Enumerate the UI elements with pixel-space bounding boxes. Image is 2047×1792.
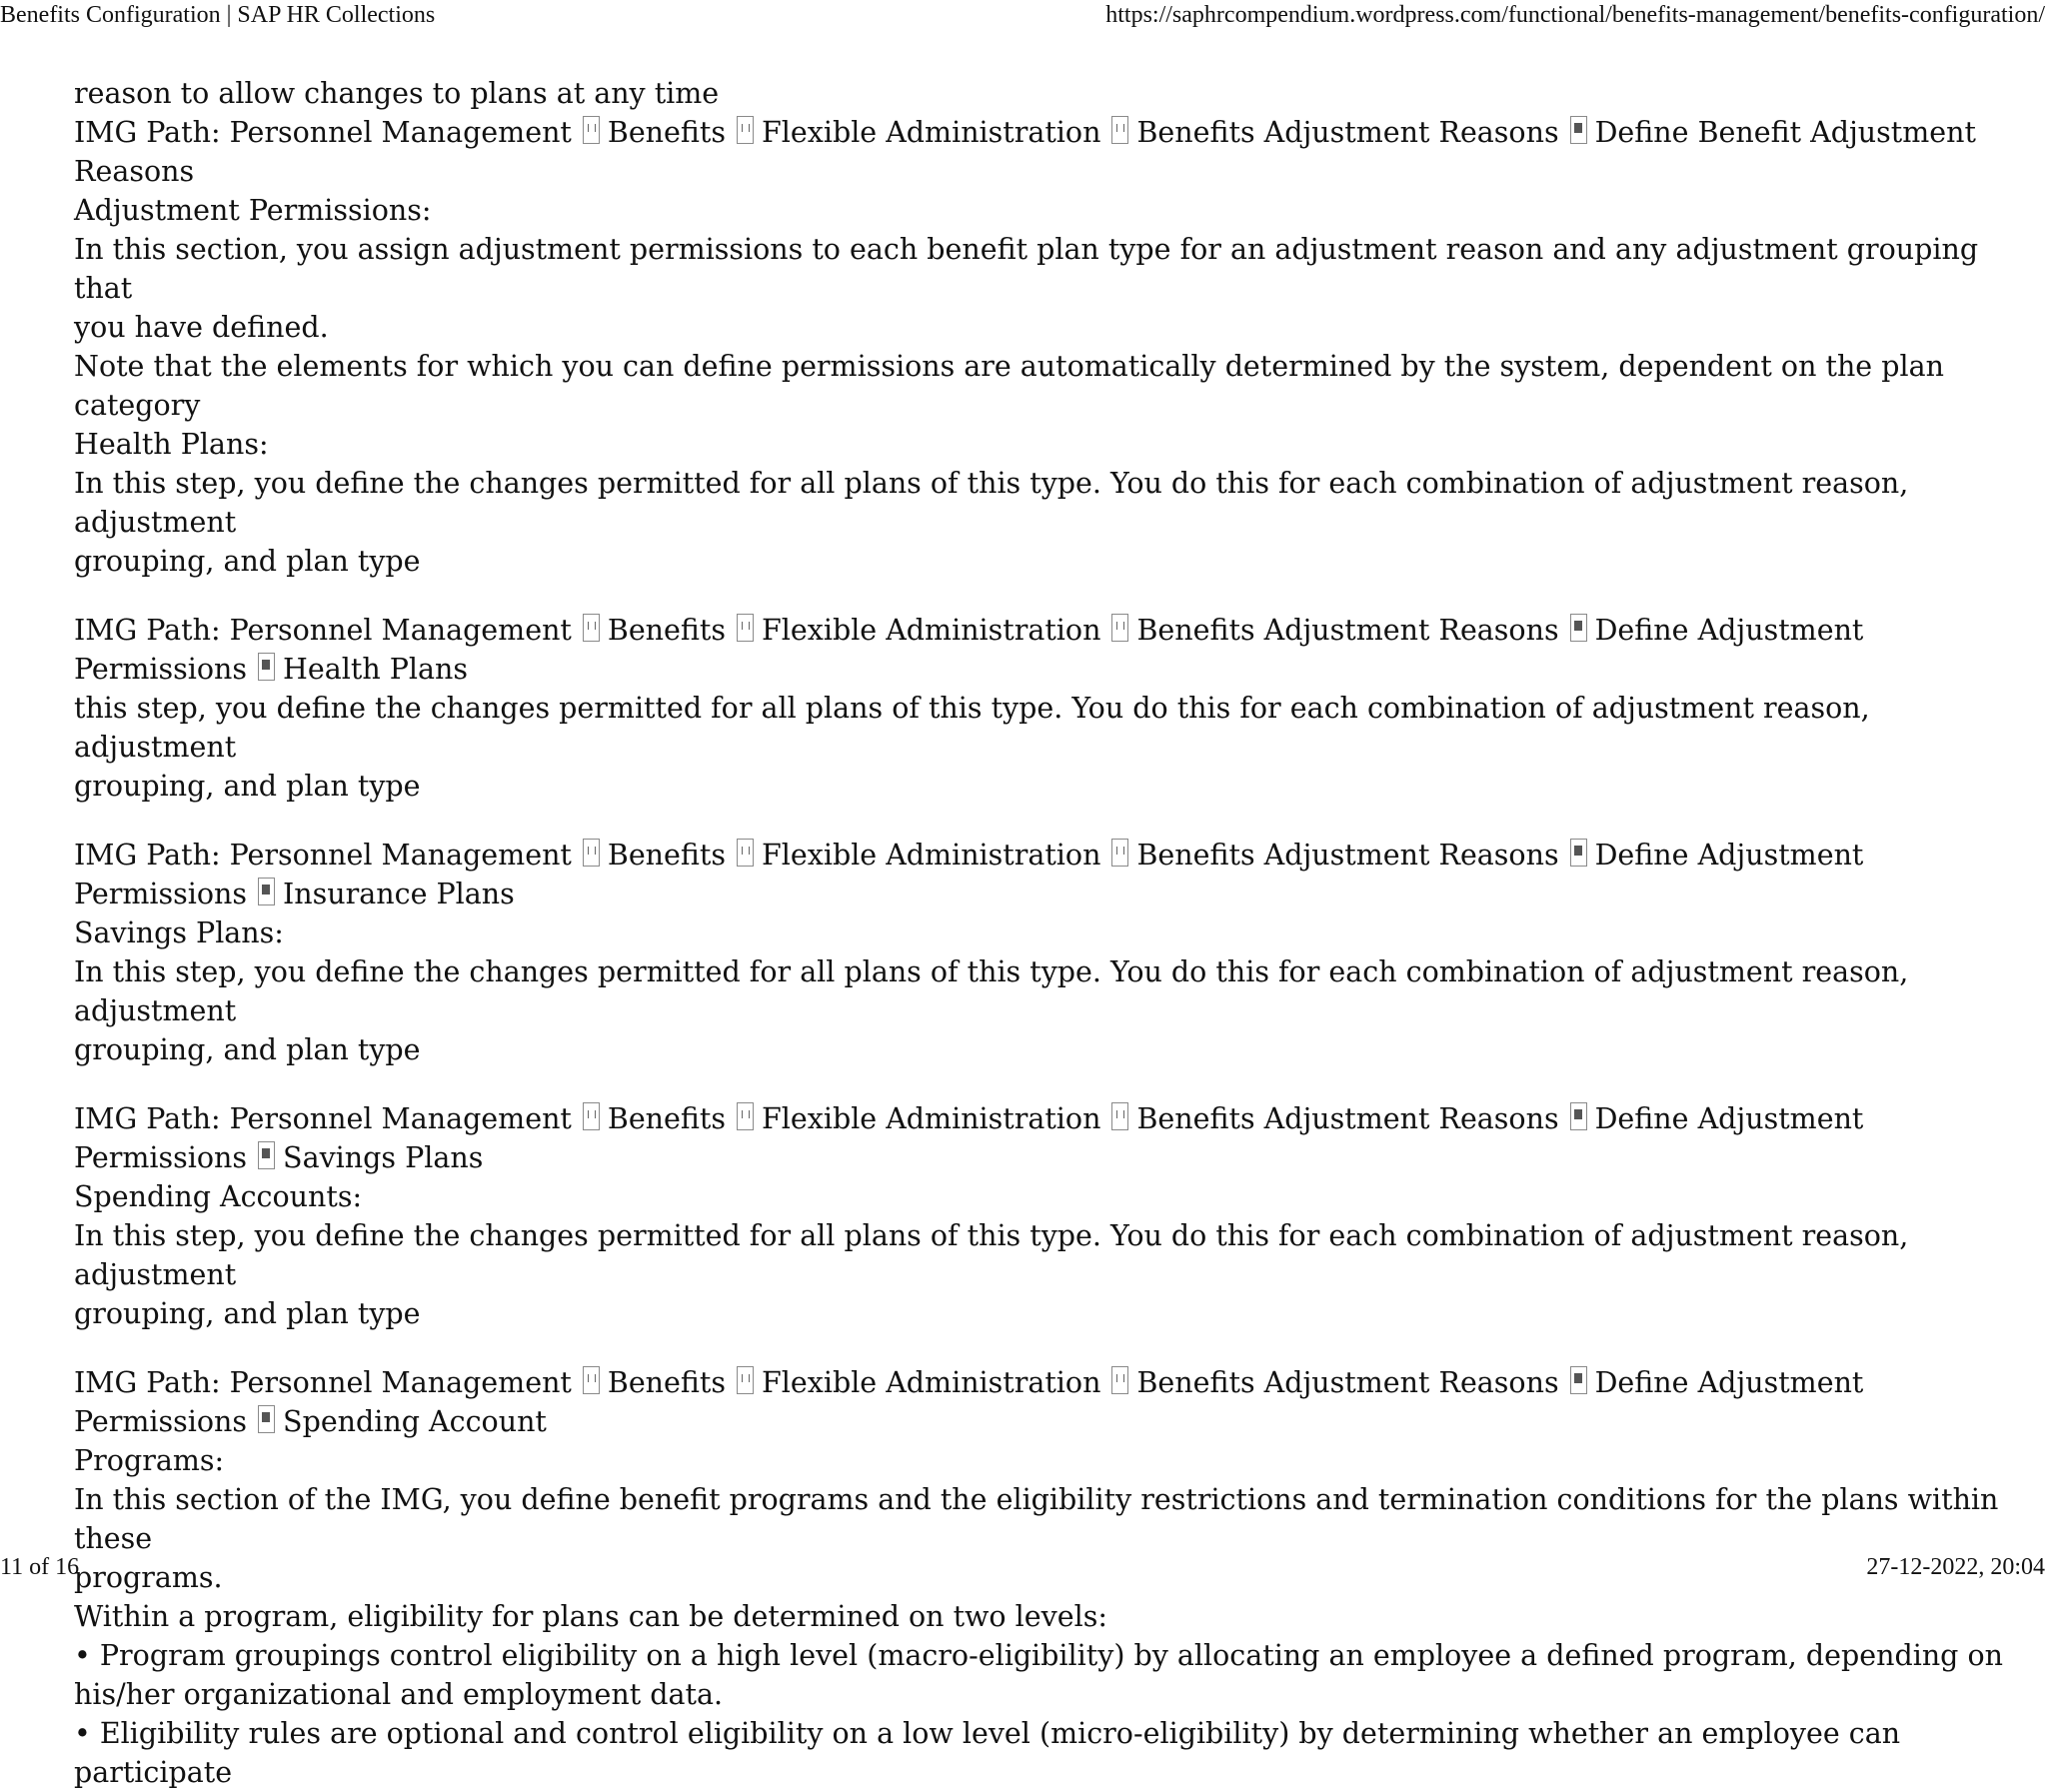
path-separator-icon [258,1405,275,1433]
path-separator-icon [1111,839,1128,867]
path-separator-icon [583,1366,600,1394]
img-path-insurance-plans: IMG Path: Personnel Management Benefits Flexible Administration Benefits Adjustment Reasons Define Adjustment Permissions Insurance Plans [74,839,1864,910]
img-path-spending-account: IMG Path: Personnel Management Benefits Flexible Administration Benefits Adjustment Reasons Define Adjustment Permissions Spending Account [74,1366,1864,1438]
path-separator-icon [1570,1366,1587,1394]
text-line: reason to allow changes to plans at any time [74,77,720,110]
path-separator-icon [583,614,600,642]
path-separator-icon [1570,1102,1587,1130]
paragraph: In this step, you define the changes permitted for all plans of this type. You do this for each combination of adjustment reason, adjustment grouping, and plan type [74,955,1909,1066]
path-separator-icon [1111,614,1128,642]
print-footer [0,1552,2047,1582]
path-separator-icon [1111,1366,1128,1394]
paragraph: In this step, you define the changes permitted for all plans of this type. You do this for each combination of adjustment reason, adjustment grouping, and plan type [74,467,1909,578]
section-heading: Health Plans: [74,428,269,461]
path-separator-icon [583,116,600,144]
page-number: 11 of 16 [0,1554,80,1580]
bullet-item: • Eligibility rules are optional and control eligibility on a low level (micro-eligibility) by determining whether an employee can participate [74,1717,1901,1789]
path-separator-icon [1111,116,1128,144]
paragraph: In this section of the IMG, you define benefit programs and the eligibility restrictions and termination conditions for the plans within these programs. [74,1483,1999,1594]
page-title: Benefits Configuration | SAP HR Collections [0,2,436,28]
path-separator-icon [1570,116,1587,144]
path-separator-icon [737,1366,754,1394]
path-separator-icon [1570,614,1587,642]
path-separator-icon [583,839,600,867]
path-separator-icon [583,1102,600,1130]
article-content [74,74,2023,1792]
path-separator-icon [1111,1102,1128,1130]
path-separator-icon [258,878,275,905]
paragraph: In this step, you define the changes permitted for all plans of this type. You do this for each combination of adjustment reason, adjustment grouping, and plan type [74,1219,1909,1330]
page-url: https://saphrcompendium.wordpress.com/functional/benefits-management/benefits-configuration/ [1105,2,2045,28]
path-separator-icon [737,614,754,642]
bullet-item: • Program groupings control eligibility on a high level (macro-eligibility) by allocating an employee a defined program, depending on his/her organizational and employment data. [74,1639,2003,1711]
text-line: Within a program, eligibility for plans can be determined on two levels: [74,1600,1107,1633]
path-separator-icon [258,1141,275,1169]
print-header [0,0,2047,32]
text-line: Note that the elements for which you can define permissions are automatically determined by the system, dependent on the plan category [74,350,1944,422]
section-heading: Spending Accounts: [74,1180,363,1213]
img-path-benefit-adjustment-reasons: IMG Path: Personnel Management Benefits Flexible Administration Benefits Adjustment Reasons Define Benefit Adjustment Reasons [74,116,1976,188]
paragraph: In this section, you assign adjustment permissions to each benefit plan type for an adjustment reason and any adjustment grouping that you have defined. [74,233,1979,344]
section-heading: Programs: [74,1444,225,1477]
path-separator-icon [737,116,754,144]
section-heading: Savings Plans: [74,916,284,949]
path-separator-icon [737,839,754,867]
img-path-savings-plans: IMG Path: Personnel Management Benefits Flexible Administration Benefits Adjustment Reasons Define Adjustment Permissions Savings Plans [74,1102,1864,1174]
path-separator-icon [1570,839,1587,867]
print-datetime: 27-12-2022, 20:04 [1866,1554,2045,1580]
path-separator-icon [258,653,275,681]
section-heading: Adjustment Permissions: [74,194,432,227]
img-path-health-plans: IMG Path: Personnel Management Benefits Flexible Administration Benefits Adjustment Reasons Define Adjustment Permissions Health Plans [74,614,1864,686]
paragraph: this step, you define the changes permitted for all plans of this type. You do this for each combination of adjustment reason, adjustment grouping, and plan type [74,692,1870,803]
path-separator-icon [737,1102,754,1130]
